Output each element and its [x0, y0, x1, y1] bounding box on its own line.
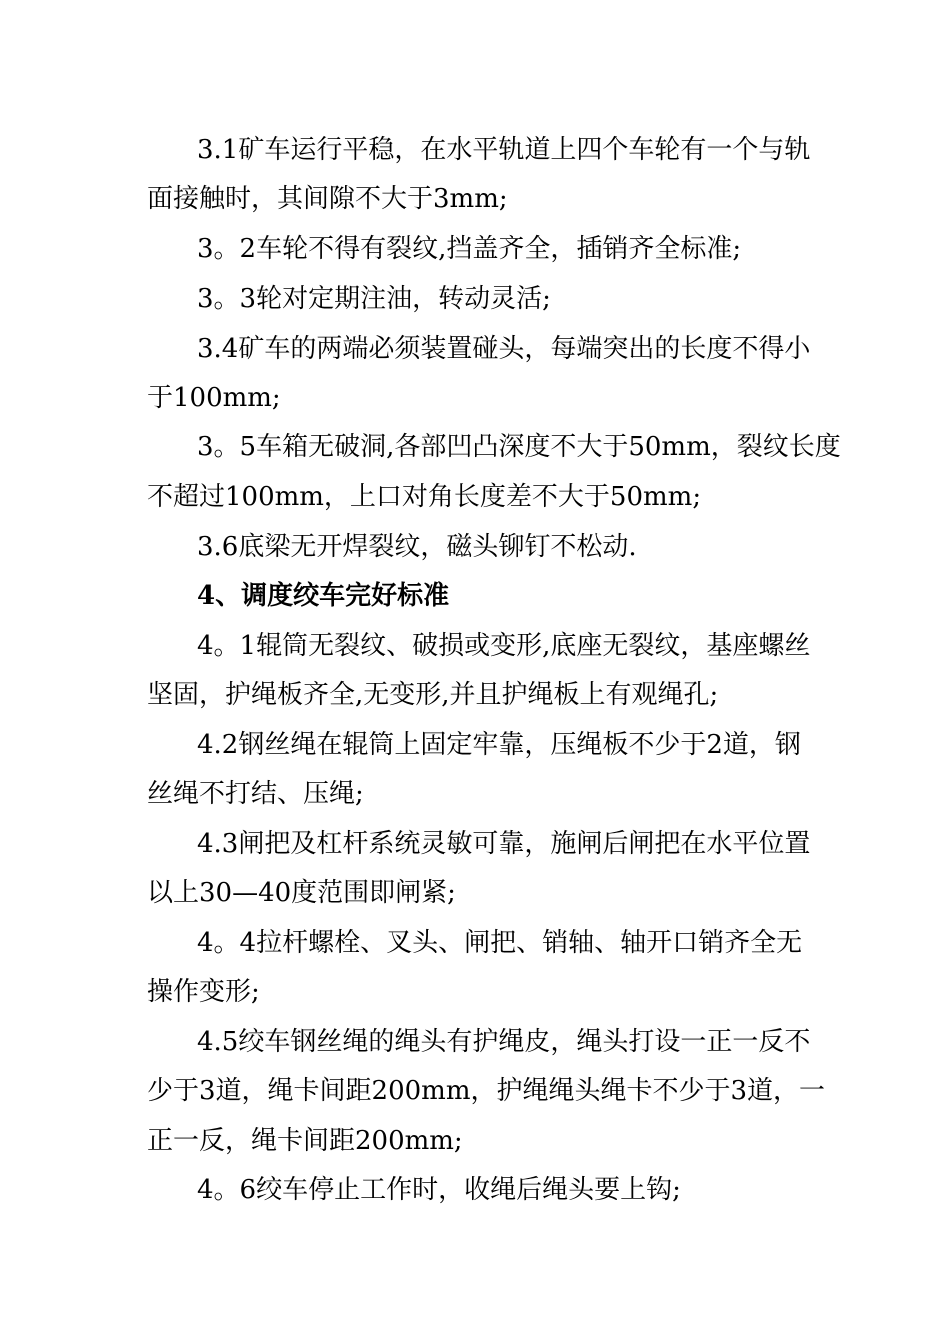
text-line: 面接触时，其间隙不大于3mm; [147, 184, 508, 214]
text-line: 不超过100mm，上口对角长度差不大于50mm; [147, 482, 702, 512]
text-line: 4。1辊筒无裂纹、破损或变形,底座无裂纹，基座螺丝 [197, 631, 811, 661]
text-line: 坚固，护绳板齐全,无变形,并且护绳板上有观绳孔; [147, 680, 719, 710]
text-line: 正一反，绳卡间距200mm; [147, 1126, 463, 1156]
text-line: 3.1矿车运行平稳，在水平轨道上四个车轮有一个与轨 [197, 135, 811, 165]
text-line: 3。2车轮不得有裂纹,挡盖齐全，插销齐全标准; [197, 234, 742, 264]
text-line: 丝绳不打结、压绳; [147, 779, 364, 809]
text-line: 少于3道，绳卡间距200mm，护绳绳头绳卡不少于3道，一 [147, 1076, 826, 1106]
text-line: 4.2钢丝绳在辊筒上固定牢靠，压绳板不少于2道，钢 [197, 730, 801, 760]
text-line: 3。3轮对定期注油，转动灵活; [197, 284, 551, 314]
text-line: 3.6底梁无开焊裂纹，磁头铆钉不松动. [197, 532, 637, 562]
text-line: 4.5绞车钢丝绳的绳头有护绳皮，绳头打设一正一反不 [197, 1027, 811, 1057]
text-line: 3.4矿车的两端必须装置碰头，每端突出的长度不得小 [197, 334, 811, 364]
text-line: 3。5车箱无破洞,各部凹凸深度不大于50mm，裂纹长度 [197, 432, 841, 462]
text-line: 4。4拉杆螺栓、叉头、闸把、销轴、轴开口销齐全无 [197, 928, 803, 958]
section-heading: 4、调度绞车完好标准 [197, 581, 450, 611]
text-line: 于100mm; [147, 383, 281, 413]
text-line: 4.3闸把及杠杆系统灵敏可靠，施闸后闸把在水平位置 [197, 829, 811, 859]
text-line: 操作变形; [147, 977, 260, 1007]
text-line: 4。6绞车停止工作时，收绳后绳头要上钩; [197, 1175, 681, 1205]
text-line: 以上30—40度范围即闸紧; [147, 878, 456, 908]
